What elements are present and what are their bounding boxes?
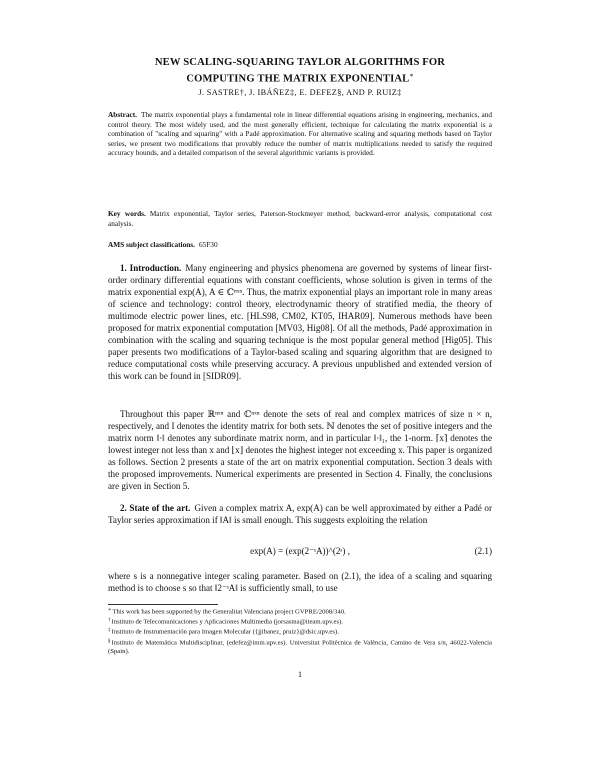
title-footnote-mark: ∗: [409, 72, 414, 79]
footnote-mark: ∗: [108, 608, 112, 613]
state-of-the-art-heading: 2. State of the art.: [120, 503, 191, 513]
ams-classification: [108, 240, 492, 250]
abstract-text: The matrix exponential plays a fundamental role in linear differential equations arising in engineering, mechanics, and control theory. The most widely used, and the most generally efficient, technique for calculating the matrix exponential is a combination of "scaling and squaring" with a Padé approximation. For alternative scaling and squaring methods based on Taylor series, we present two modifications that provably reduce the number of matrix multiplications needed to satisfy the required accuracy bounds, and a detailed comparison of the several algorithmic variants is provided.: [108, 110, 492, 158]
abstract: [108, 110, 492, 158]
state-of-the-art-text: Given a complex matrix A, exp(A) can be well approximated by either a Padé or Taylor series approximation if ‖A‖ is small enough. This suggests exploiting the relation: [108, 503, 492, 526]
author-list: J. SASTRE†, J. IBÁÑEZ‡, E. DEFEZ§, AND P. RUIZ‡: [198, 88, 402, 97]
abstract-label: Abstract.: [108, 110, 137, 119]
footnote-mark: §: [108, 639, 111, 644]
title-line-2-text: COMPUTING THE MATRIX EXPONENTIAL: [186, 73, 410, 85]
footnote-affiliation-imm: [108, 638, 492, 657]
footnote-text: Instituto de Matemática Multidisciplinar, (edefez@imm.upv.es). Universitat Politècnica de València, Camino de Vera s/n, 46022-Valencia (Spain).: [108, 639, 492, 656]
keywords-text: Matrix exponential, Taylor series, Paterson-Stockmeyer method, backward-error analysis, computational cost analysis.: [108, 209, 492, 228]
ams-code: 65F30: [198, 240, 218, 249]
page-number: 1: [298, 670, 302, 679]
introduction-paragraph: [108, 262, 492, 382]
equation-2-1: [108, 546, 492, 560]
notation-paragraph: Throughout this paper ℝⁿˣⁿ and ℂⁿˣⁿ denote the sets of real and complex matrices of size n × n, respectively, and I denotes the identity matrix for both sets. ℕ denotes the set of positive integers and the matrix norm ‖·‖ denotes any subordinate matrix norm, and in particular ‖·‖₁, the 1-norm. ⌈x⌉ denotes the lowest integer not less than x and ⌊x⌋ denotes the highest integer not exceeding x. This paper is organized as follows. Section 2 presents a state of the art on matrix exponential computation. Section 3 deals with the proposed improvements. Numerical experiments are presented in Section 4. Finally, the conclusions are given in Section 5.: [108, 409, 492, 492]
equation-number: (2.1): [474, 546, 492, 556]
title-line-2: [60, 70, 540, 86]
footnote-affiliation-iteam: [108, 617, 492, 627]
keywords: [108, 209, 492, 228]
footnote-text: Instituto de Telecomunicaciones y Aplicaciones Multimedia (jorsasma@iteam.upv.es).: [111, 618, 344, 626]
footnote-mark: †: [108, 618, 111, 623]
keywords-label: Key words.: [108, 209, 146, 218]
paper-title: [60, 57, 540, 86]
footnote-rule: [108, 604, 218, 605]
footnote-funding: [108, 607, 492, 617]
footnote-text: This work has been supported by the Generalitat Valenciana project GVPRE/2008/340.: [112, 608, 346, 616]
ams-label: AMS subject classifications.: [108, 240, 195, 249]
equation-expression: exp(A) = (exp(2⁻ˢA))^(2ˢ) ,: [250, 546, 350, 556]
state-of-the-art-paragraph: [108, 502, 492, 526]
introduction-heading: 1. Introduction.: [120, 263, 182, 273]
post-equation-paragraph: where s is a nonnegative integer scaling parameter. Based on (2.1), the idea of a scaling and squaring method is to choose s so that ‖2⁻ˢA‖ is sufficiently small, to use: [108, 571, 492, 594]
footnote-affiliation-i3m: [108, 627, 492, 637]
footnote-mark: ‡: [108, 628, 111, 633]
introduction-text: Many engineering and physics phenomena are governed by systems of linear first-order ordinary differential equations with constant coefficients, whose solution is given in terms of the matrix exponential exp(A), A ∈ ℂⁿˣⁿ. Thus, the matrix exponential plays an important role in many areas of science and technology: control theory, electrodynamic theory of stratified media, the theory of multimode electric power lines, etc. [HLS98, CM02, KT05, IHAR09]. Numerous methods have been proposed for matrix exponential computation [MV03, Hig08]. Of all the methods, Padé approximation in combination with the scaling and squaring technique is the most popular general method [Hig05]. This paper presents two modifications of a Taylor-based scaling and squaring algorithm that are designed to reduce computational costs while preserving accuracy. A previous unpublished and extended version of this work can be found in [SIDR09].: [108, 263, 492, 382]
footnote-text: Instituto de Instrumentación para Imagen Molecular ({jjibanez, pruiz}@dsic.upv.es).: [111, 628, 339, 636]
title-line-1: NEW SCALING-SQUARING TAYLOR ALGORITHMS FOR: [154, 57, 446, 68]
